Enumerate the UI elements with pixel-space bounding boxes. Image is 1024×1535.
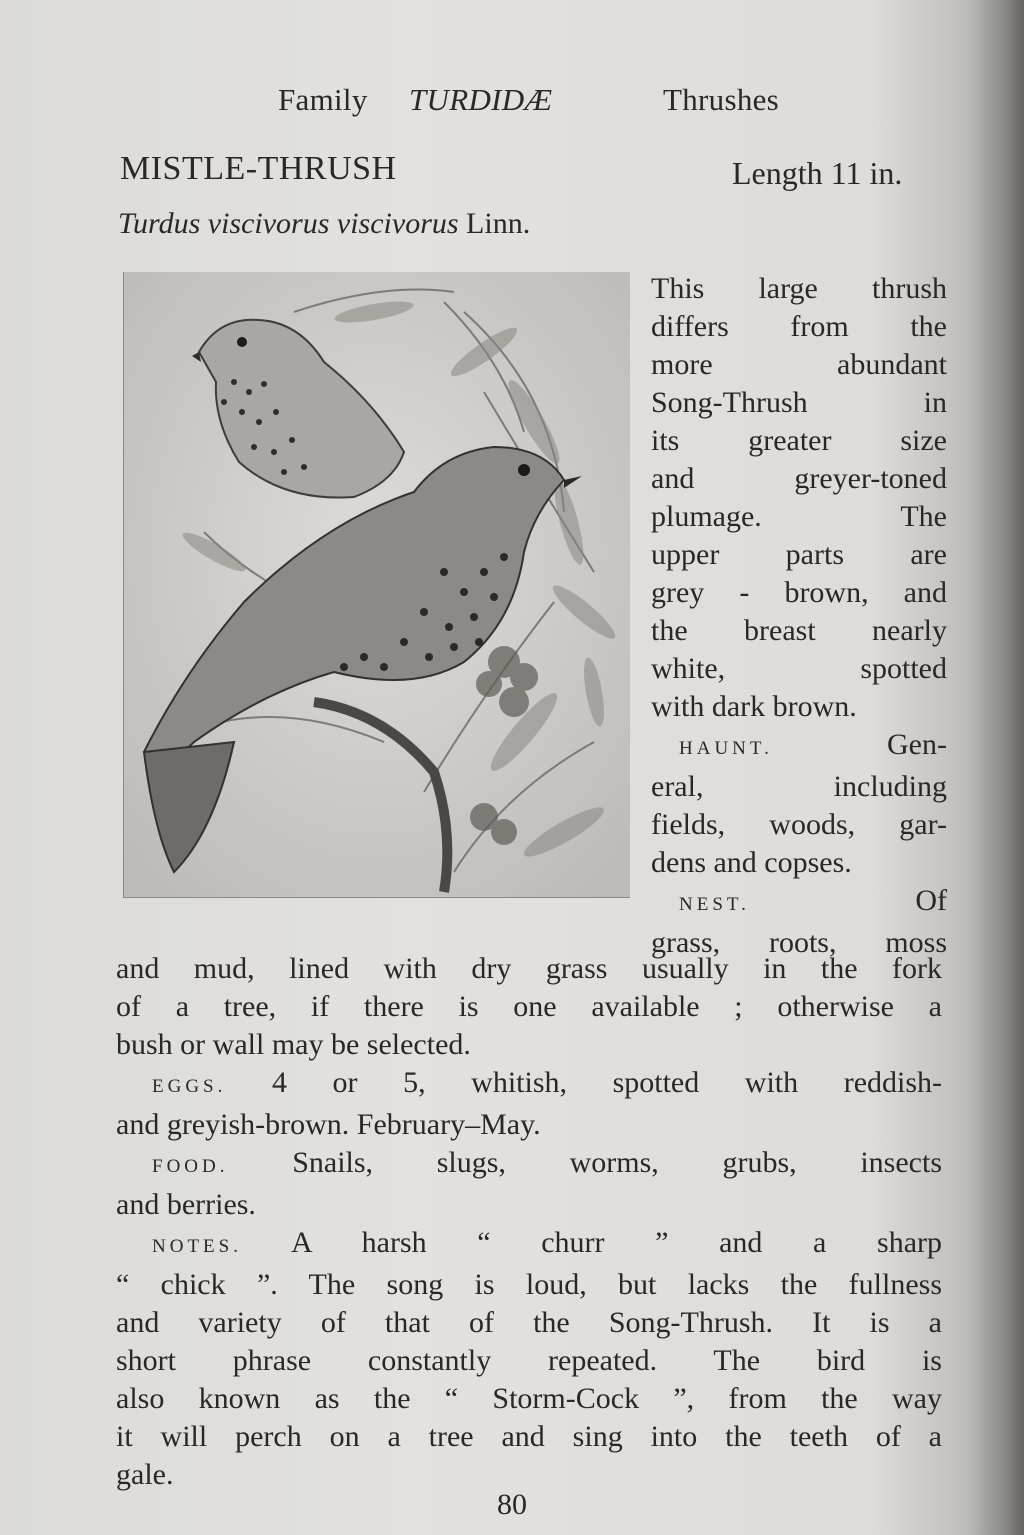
nest-line: and mud, lined with dry grass usually in the fork [116,952,942,985]
page-number: 80 [497,1488,527,1521]
body-text [116,950,942,1494]
eggs-line [116,1064,942,1106]
spine-shadow [964,0,1024,1535]
description-line: grey - brown, and [651,576,947,609]
description-line: upper parts are [651,538,947,571]
haunt-line [651,726,947,768]
nest-label: NEST. [679,894,750,915]
haunt-line: eral, including [651,770,947,803]
food-line [116,1144,942,1186]
description-column [651,270,947,962]
description-line: Song-Thrush in [651,386,947,419]
food-text: Snails, slugs, worms, grubs, insects [292,1146,942,1179]
latin-author: Linn. [466,207,531,240]
food-line: and berries. [116,1188,256,1221]
description-line: with dark brown. [651,690,857,723]
haunt-line: dens and copses. [651,846,852,879]
eggs-label: EGGS. [152,1076,227,1097]
latin-name [118,207,530,241]
haunt-line: fields, woods, gar- [651,808,947,841]
mistle-thrush-illustration [124,272,630,897]
description-line: its greater size [651,424,947,457]
notes-line: short phrase constantly repeated. The bird is [116,1344,942,1377]
description-line: This large thrush [651,272,947,305]
food-label: FOOD. [152,1156,229,1177]
illustration-plate [123,272,630,898]
header-common-group: Thrushes [663,82,780,117]
nest-line [651,882,947,924]
haunt-label: HAUNT. [679,738,773,759]
header-family-name: TURDIDÆ [409,82,553,117]
notes-text: A harsh “ churr ” and a sharp [290,1226,942,1259]
description-line: differs from the [651,310,947,343]
species-length: Length 11 in. [732,155,903,191]
nest-line: grass, roots, moss [651,926,947,959]
nest-text: Of [915,884,947,917]
notes-line: also known as the “ Storm-Cock ”, from the way [116,1382,942,1415]
species-name: MISTLE-THRUSH [120,150,397,187]
nest-line: bush or wall may be selected. [116,1028,471,1061]
header-family-word: Family [278,82,368,117]
eggs-line: and greyish-brown. February–May. [116,1108,541,1141]
notes-line: and variety of that of the Song-Thrush. It is a [116,1306,942,1339]
description-line: and greyer-toned [651,462,947,495]
notes-line: it will perch on a tree and sing into the teeth of a [116,1420,942,1453]
description-line: more abundant [651,348,947,381]
notes-line: gale. [116,1458,174,1491]
notes-line: “ chick ”. The song is loud, but lacks the fullness [116,1268,942,1301]
haunt-text: Gen- [887,728,947,761]
notes-line [116,1224,942,1266]
description-line: white, spotted [651,652,947,685]
description-line: plumage. The [651,500,947,533]
notes-label: NOTES. [152,1236,242,1257]
description-line: the breast nearly [651,614,947,647]
latin-binomial: Turdus viscivorus viscivorus [118,207,459,240]
eggs-text: 4 or 5, whitish, spotted with reddish- [271,1066,943,1099]
nest-line: of a tree, if there is one available ; otherwise a [116,990,942,1023]
